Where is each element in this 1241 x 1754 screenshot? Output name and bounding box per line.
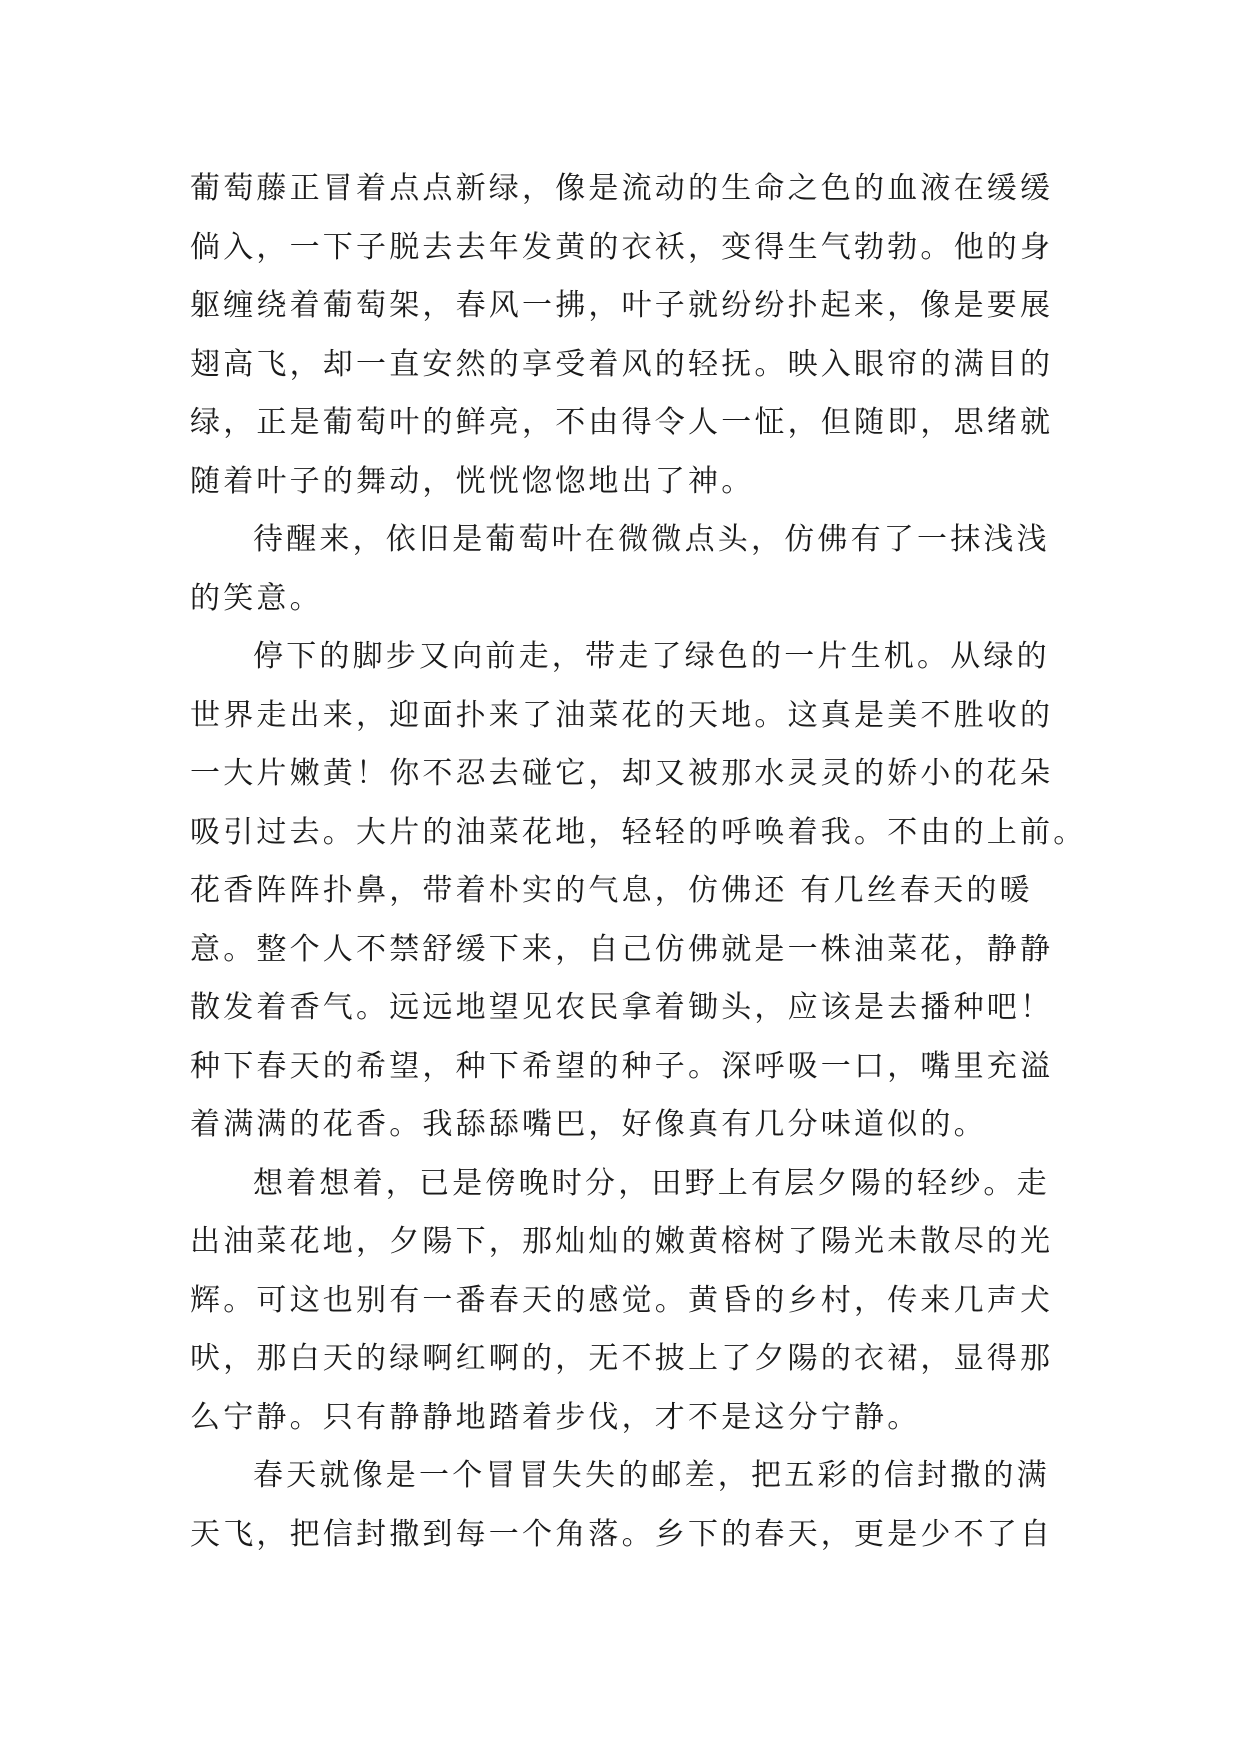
paragraph-first-line: 想着想着，已是傍晚时分，田野上有层夕陽的轻纱。走 [253,1165,1050,1201]
paragraph-first-line: 春天就像是一个冒冒失失的邮差，把五彩的信封撒的满 [253,1458,1050,1493]
text-line: 辉。可这也别有一番春天的感觉。黄昏的乡村，传来几声犬 [190,1282,1054,1318]
text-line: 种下春天的希望，种下希望的种子。深呼吸一口，嘴里充溢 [190,1048,1054,1084]
text-line: 躯缠绕着葡萄架，春风一拂，叶子就纷纷扑起来，像是要展 [190,288,1054,323]
text-line: 吸引过去。大片的油菜花地，轻轻的呼唤着我。不由的上前。 [190,814,1087,850]
body-text [190,160,1087,1564]
text-line: 一大片嫩黄！你不忍去碰它，却又被那水灵灵的娇小的花朵 [190,756,1054,791]
text-line: 的笑意。 [190,580,323,616]
text-line: 出油菜花地，夕陽下，那灿灿的嫩黄榕树了陽光未散尽的光 [190,1224,1054,1259]
text-line: 么宁静。只有静静地踏着步伐，才不是这分宁静。 [190,1399,921,1435]
text-line: 翅高飞，却一直安然的享受着风的轻抚。映入眼帘的满目的 [190,346,1054,382]
text-line: 随着叶子的舞动，恍恍惚惚地出了神。 [190,463,755,499]
paragraph-first-line: 待醒来，依旧是葡萄叶在微微点头，仿佛有了一抹浅浅 [253,522,1050,557]
text-line: 着满满的花香。我舔舔嘴巴，好像真有几分味道似的。 [190,1107,987,1142]
text-line: 倘入，一下子脱去去年发黄的衣袄，变得生气勃勃。他的身 [190,229,1054,265]
paragraph-first-line: 停下的脚步又向前走，带走了绿色的一片生机。从绿的 [253,639,1050,674]
text-line: 绿，正是葡萄叶的鲜亮，不由得令人一怔，但随即，思绪就 [190,405,1054,440]
text-line: 世界走出来，迎面扑来了油菜花的天地。这真是美不胜收的 [190,697,1054,733]
text-line: 葡萄藤正冒着点点新绿，像是流动的生命之色的血液在缓缓 [190,171,1054,206]
text-line: 吠，那白天的绿啊红啊的，无不披上了夕陽的衣裙，显得那 [190,1341,1054,1376]
text-line: 花香阵阵扑鼻，带着朴实的气息，仿佛还 有几丝春天的暖 [190,873,1033,908]
text-line: 意。整个人不禁舒缓下来，自己仿佛就是一株油菜花，静静 [190,931,1054,967]
text-line: 散发着香气。远远地望见农民拿着锄头，应该是去播种吧！ [190,990,1054,1025]
text-line: 天飞，把信封撒到每一个角落。乡下的春天，更是少不了自 [190,1516,1054,1552]
